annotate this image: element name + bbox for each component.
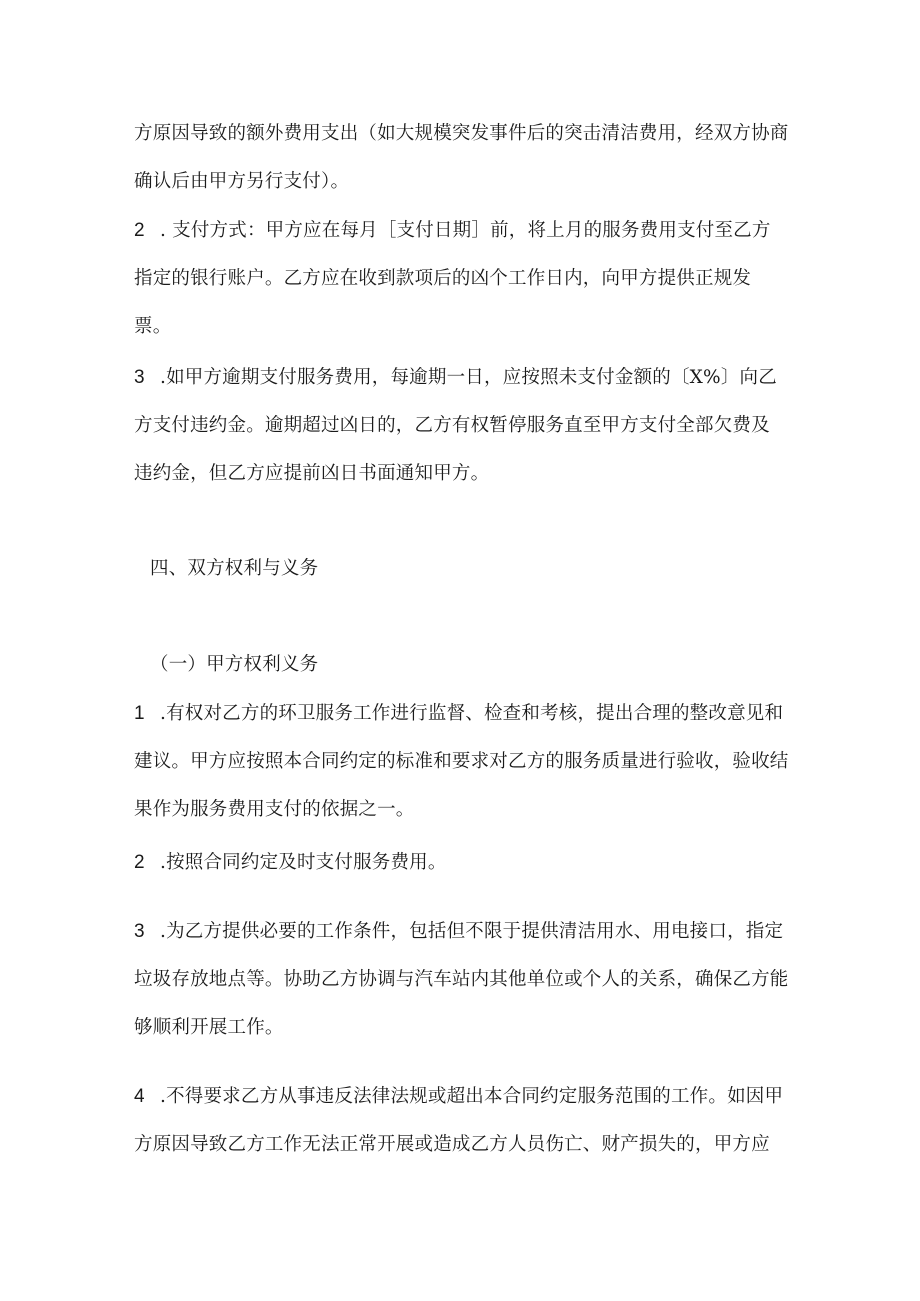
text-line: 方原因导致乙方工作无法正常开展或造成乙方人员伤亡、财产损失的，甲方应: [134, 1134, 770, 1155]
section-heading: 四、双方权利与义务: [150, 558, 319, 579]
text-line: 方支付违约金。逾期超过凶日的，乙方有权暂停服务直至甲方支付全部欠费及: [134, 415, 770, 436]
text-line: 票。: [134, 316, 172, 337]
text-line: 够顺利开展工作。: [134, 1017, 284, 1038]
clause-number: 4: [134, 1086, 145, 1107]
text-line: 建议。甲方应按照本合同约定的标准和要求对乙方的服务质量进行验收，验收结: [134, 751, 789, 772]
text-line: 果作为服务费用支付的依据之一。: [134, 799, 415, 820]
text-line: 违约金，但乙方应提前凶日书面通知甲方。: [134, 463, 490, 484]
text-line: 方原因导致的额外费用支出（如大规模突发事件后的突击清洁费用，经双方协商: [134, 123, 789, 144]
clause-2-line: 2 . 支付方式：甲方应在每月［支付日期］前，将上月的服务费用支付至乙方: [134, 220, 771, 241]
clause-1-line: 1 .有权对乙方的环卫服务工作进行监督、检查和考核，提出合理的整改意见和: [134, 703, 784, 724]
clause-3-line: 3 .如甲方逾期支付服务费用，每逾期一日，应按照未支付金额的〔X%〕向乙: [134, 367, 777, 388]
text-line: 垃圾存放地点等。协助乙方协调与汽车站内其他单位或个人的关系，确保乙方能: [134, 969, 789, 990]
text-line: 确认后由甲方另行支付）。: [134, 171, 350, 192]
subsection-heading: （一）甲方权利义务: [150, 654, 319, 675]
clause-number: 1: [134, 703, 145, 724]
clause-number: 3: [134, 367, 145, 388]
clause-4-line: 4 .不得要求乙方从事违反法律法规或超出本合同约定服务范围的工作。如因甲: [134, 1086, 784, 1107]
text-line: 指定的银行账户。乙方应在收到款项后的凶个工作日内，向甲方提供正规发: [134, 268, 752, 289]
clause-number: 2: [134, 220, 145, 241]
clause-number: 3: [134, 921, 145, 942]
clause-3b-line: 3 .为乙方提供必要的工作条件，包括但不限于提供清洁用水、用电接口，指定: [134, 921, 784, 942]
clause-number: 2: [134, 852, 145, 873]
clause-2b-line: 2 .按照合同约定及时支付服务费用。: [134, 852, 447, 873]
